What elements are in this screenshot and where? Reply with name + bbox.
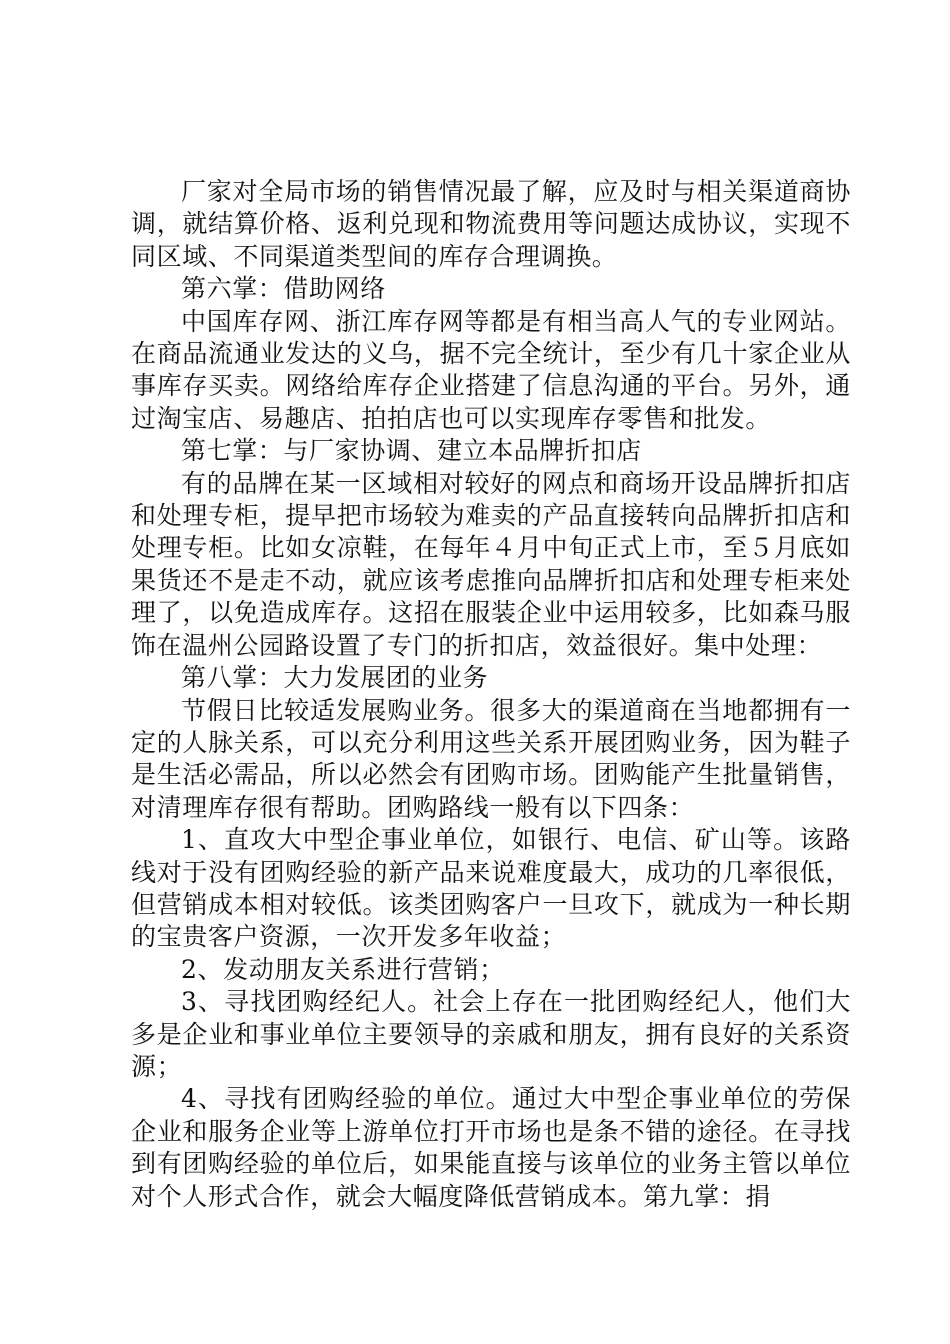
list-item: 4、寻找有团购经验的单位。通过大中型企事业单位的劳保企业和服务企业等上游单位打开市场也是条不错的途径。在寻找到有团购经验的单位后，如果能直接与该单位的业务主管以单位对个人形式合作，就会大幅度降低营销成本。第九掌：捐 [131, 1084, 851, 1211]
paragraph: 有的品牌在某一区域相对较好的网点和商场开设品牌折扣店和处理专柜，提早把市场较为难卖的产品直接转向品牌折扣店和处理专柜。比如女凉鞋，在每年４月中旬正式上市，至５月底如果货还不是走不动，就应该考虑推向品牌折扣店和处理专柜来处理了，以免造成库存。这招在服装企业中运用较多，比如森马服饰在温州公园路设置了专门的折扣店，效益很好。集中处理： [131, 468, 851, 660]
document-body [131, 176, 851, 1213]
section-heading: 第六掌：借助网络 [181, 274, 386, 304]
list-item: 2、发动朋友关系进行营销； [181, 954, 505, 984]
paragraph: 中国库存网、浙江库存网等都是有相当高人气的专业网站。在商品流通业发达的义乌，据不完全统计，至少有几十家企业从事库存买卖。网络给库存企业搭建了信息沟通的平台。另外，通过淘宝店、易趣店、拍拍店也可以实现库存零售和批发。 [131, 306, 851, 433]
paragraph: 节假日比较适发展购业务。很多大的渠道商在当地都拥有一定的人脉关系，可以充分利用这些关系开展团购业务，因为鞋子是生活必需品，所以必然会有团购市场。团购能产生批量销售，对清理库存很有帮助。团购路线一般有以下四条： [131, 695, 851, 822]
paragraph: 厂家对全局市场的销售情况最了解，应及时与相关渠道商协调，就结算价格、返利兑现和物流费用等问题达成协议，实现不同区域、不同渠道类型间的库存合理调换。 [131, 177, 851, 271]
list-item: 1、直攻大中型企事业单位，如银行、电信、矿山等。该路线对于没有团购经验的新产品来说难度最大，成功的几率很低，但营销成本相对较低。该类团购客户一旦攻下，就成为一种长期的宝贵客户资源，一次开发多年收益； [131, 825, 851, 952]
section-heading: 第七掌：与厂家协调、建立本品牌折扣店 [181, 436, 642, 466]
section-heading: 第八掌：大力发展团的业务 [181, 663, 489, 693]
list-item: 3、寻找团购经纪人。社会上存在一批团购经纪人，他们大多是企业和事业单位主要领导的亲戚和朋友，拥有良好的关系资源； [131, 987, 851, 1081]
